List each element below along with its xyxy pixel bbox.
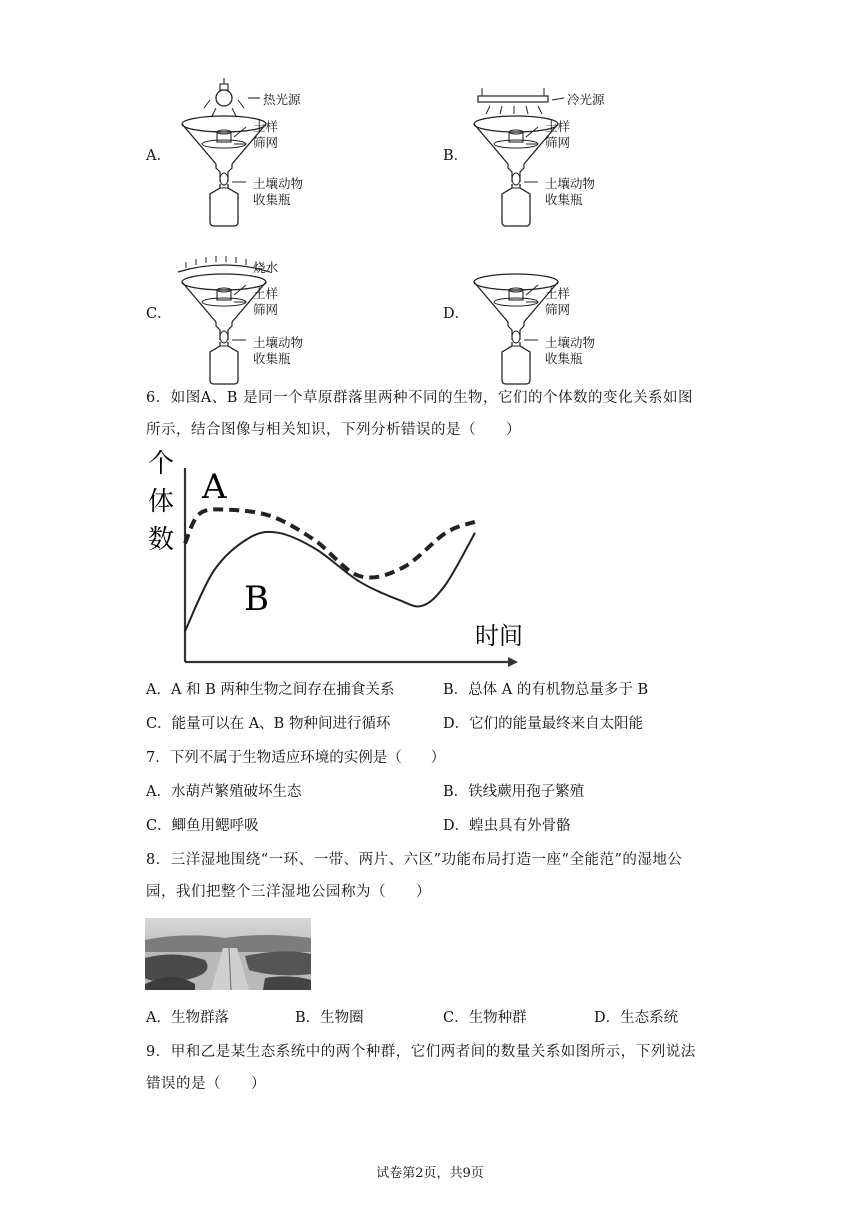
- q7-stem: 7．下列不属于生物适应环境的实例是（ ）: [146, 750, 446, 766]
- q5-d-sieve-label: 筛网: [545, 302, 571, 317]
- q8-option-a[interactable]: A．生物群落: [146, 1010, 229, 1026]
- q5-option-d-letter[interactable]: D．: [443, 306, 470, 322]
- q5-c-bottle-label: 收集瓶: [253, 351, 291, 366]
- y-axis-label-1: 个: [148, 449, 175, 479]
- q5-d-bottle-label: 收集瓶: [545, 351, 583, 366]
- q5-option-b-letter[interactable]: B．: [443, 148, 469, 164]
- q5-a-bottle-label: 收集瓶: [253, 192, 291, 207]
- series-b-label: B: [244, 579, 269, 619]
- series-a-line: [185, 509, 475, 577]
- q5-c-source-label: 烧水: [253, 260, 279, 275]
- q5-a-sieve-label: 筛网: [253, 135, 279, 150]
- q5-a-source-label: 热光源: [263, 92, 301, 107]
- cold-light-icon: [478, 88, 564, 114]
- q6-stem: 6．如图A、B 是同一个草原群落里两种不同的生物，它们的个体数的变化关系如图所示，结合图像与相关知识，下列分析错误的是（ ）: [146, 390, 693, 438]
- q6-option-c[interactable]: C．能量可以在 A、B 物种间进行循环: [146, 716, 391, 732]
- y-axis-label-3: 数: [148, 525, 175, 555]
- q9-stem: 9．甲和乙是某生态系统中的两个种群，它们两者间的数量关系如图所示，下列说法错误的是（ ）: [146, 1044, 696, 1092]
- q5-b-soil-label: 土样: [545, 119, 571, 134]
- q5-c-sieve-label: 筛网: [253, 302, 279, 317]
- series-a-label: A: [202, 467, 227, 507]
- q5-option-c-letter[interactable]: C．: [146, 306, 172, 322]
- q5-d-soil-label: 土样: [545, 286, 571, 301]
- q5-b-animal-label: 土壤动物: [545, 176, 596, 191]
- q5-c-soil-label: 土样: [253, 286, 279, 301]
- q7-option-a[interactable]: A．水葫芦繁殖破坏生态: [146, 784, 302, 800]
- heat-lamp-icon: [204, 78, 260, 116]
- page-footer: 试卷第2页，共9页: [376, 1166, 484, 1181]
- y-axis-label-2: 体: [148, 487, 175, 517]
- q6-option-b[interactable]: B．总体 A 的有机物总量多于 B: [443, 682, 649, 698]
- q7-option-d[interactable]: D．蝗虫具有外骨骼: [443, 818, 571, 834]
- q5-c-animal-label: 土壤动物: [253, 335, 304, 350]
- x-axis-label: 时间: [475, 622, 523, 650]
- q8-option-b[interactable]: B．生物圈: [295, 1010, 364, 1026]
- q6-option-d[interactable]: D．它们的能量最终来自太阳能: [443, 716, 644, 732]
- x-axis-arrow-icon: [508, 657, 518, 667]
- q5-a-soil-label: 土样: [253, 119, 279, 134]
- q5-b-sieve-label: 筛网: [545, 135, 571, 150]
- q5-d-animal-label: 土壤动物: [545, 335, 596, 350]
- q8-stem: 8．三洋湿地围绕“一环、一带、两片、六区”功能布局打造一座“全能范”的湿地公园，我们把整个三洋湿地公园称为（ ）: [146, 852, 683, 900]
- q8-option-c[interactable]: C．生物种群: [443, 1010, 527, 1026]
- q7-option-c[interactable]: C．鲫鱼用鳃呼吸: [146, 818, 259, 834]
- q5-b-source-label: 冷光源: [567, 92, 605, 107]
- q6-option-a[interactable]: A．A 和 B 两种生物之间存在捕食关系: [146, 682, 395, 698]
- q8-option-d[interactable]: D．生态系统: [594, 1010, 679, 1026]
- q5-b-bottle-label: 收集瓶: [545, 192, 583, 207]
- wetland-park-photo: [145, 918, 311, 990]
- q5-option-a-letter[interactable]: A．: [146, 148, 171, 164]
- q6-chart: [140, 448, 530, 670]
- q5-a-animal-label: 土壤动物: [253, 176, 304, 191]
- q7-option-b[interactable]: B．铁线蕨用孢子繁殖: [443, 784, 585, 800]
